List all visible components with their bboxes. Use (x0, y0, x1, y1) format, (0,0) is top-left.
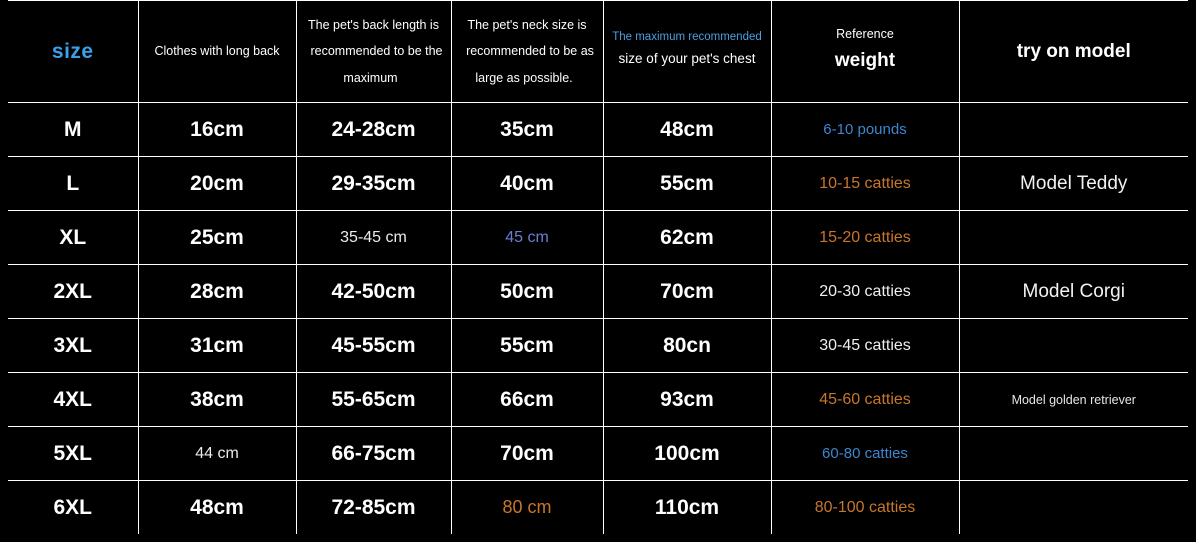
cell-reference-weight-value: 10-15 catties (819, 174, 911, 192)
cell-pet-neck-size-value: 35cm (500, 117, 554, 141)
cell-try-on-model (959, 103, 1188, 157)
cell-pet-neck-size-value: 40cm (500, 171, 554, 195)
cell-pet-neck-size (451, 319, 603, 373)
table-row (8, 427, 1188, 481)
cell-clothes-back-length-value: 20cm (190, 171, 244, 195)
cell-size (8, 103, 138, 157)
cell-pet-back-length (296, 481, 451, 535)
cell-clothes-back-length (138, 481, 296, 535)
table-row (8, 319, 1188, 373)
cell-pet-chest-size-value: 100cm (654, 441, 720, 465)
cell-pet-back-length (296, 319, 451, 373)
cell-pet-back-length-value: 72-85cm (331, 495, 416, 519)
cell-pet-back-length-value: 29-35cm (331, 171, 416, 195)
cell-reference-weight-value: 80-100 catties (814, 498, 916, 516)
cell-try-on-model (959, 157, 1188, 211)
table-row (8, 265, 1188, 319)
cell-clothes-back-length (138, 427, 296, 481)
cell-pet-chest-size-value: 62cm (660, 225, 714, 249)
cell-size-label: 4XL (53, 387, 92, 411)
cell-pet-back-length (296, 157, 451, 211)
cell-pet-chest-size-value: 70cm (660, 279, 714, 303)
cell-try-on-model (959, 265, 1188, 319)
cell-reference-weight (771, 319, 959, 373)
column-header-reference-weight-line1: Reference (836, 27, 894, 42)
cell-pet-neck-size (451, 211, 603, 265)
cell-pet-back-length (296, 211, 451, 265)
cell-pet-neck-size-value: 50cm (500, 279, 554, 303)
column-header-clothes-back-length (138, 1, 296, 103)
cell-try-on-model (959, 481, 1188, 535)
cell-try-on-model (959, 319, 1188, 373)
cell-pet-chest-size-value: 80cn (663, 333, 711, 357)
cell-size (8, 481, 138, 535)
cell-clothes-back-length-value: 28cm (190, 279, 244, 303)
column-header-pet-chest-size-line2: size of your pet's chest (618, 51, 756, 67)
cell-pet-chest-size (603, 319, 771, 373)
cell-pet-neck-size-value: 55cm (500, 333, 554, 357)
column-header-try-on-model-label: try on model (1016, 40, 1131, 62)
cell-clothes-back-length-value: 16cm (190, 117, 244, 141)
column-header-pet-back-length (296, 1, 451, 103)
column-header-reference-weight-line2: weight (834, 50, 896, 72)
cell-pet-back-length (296, 103, 451, 157)
cell-size-label: M (64, 117, 82, 141)
cell-try-on-model-value: Model golden retriever (1011, 392, 1136, 407)
cell-pet-chest-size (603, 427, 771, 481)
cell-size-label: 6XL (53, 495, 92, 519)
cell-size (8, 319, 138, 373)
column-header-pet-neck-size (451, 1, 603, 103)
column-header-size-label: size (51, 39, 94, 63)
cell-pet-back-length-value: 24-28cm (331, 117, 416, 141)
cell-pet-chest-size (603, 211, 771, 265)
cell-clothes-back-length (138, 157, 296, 211)
column-header-pet-neck-size-line2: recommended to be as large as possible. (466, 44, 594, 85)
cell-reference-weight (771, 103, 959, 157)
column-header-pet-back-length-line1: The pet's back length is (308, 18, 439, 33)
cell-size-label: 3XL (53, 333, 92, 357)
cell-pet-chest-size (603, 373, 771, 427)
cell-clothes-back-length-value: 38cm (190, 387, 244, 411)
cell-clothes-back-length (138, 103, 296, 157)
cell-pet-chest-size-value: 55cm (660, 171, 714, 195)
column-header-clothes-back-length-label: Clothes with long back (154, 44, 280, 59)
cell-pet-chest-size (603, 265, 771, 319)
cell-reference-weight-value: 60-80 catties (822, 444, 908, 462)
cell-pet-neck-size-value: 66cm (500, 387, 554, 411)
cell-try-on-model (959, 427, 1188, 481)
cell-reference-weight (771, 157, 959, 211)
cell-try-on-model (959, 211, 1188, 265)
cell-reference-weight-value: 45-60 catties (819, 390, 911, 408)
cell-reference-weight (771, 211, 959, 265)
cell-size (8, 373, 138, 427)
column-header-reference-weight (771, 1, 959, 103)
table-row (8, 481, 1188, 535)
cell-pet-back-length-value: 35-45 cm (340, 228, 407, 246)
cell-reference-weight-value: 6-10 pounds (823, 120, 907, 138)
cell-pet-chest-size-value: 48cm (660, 117, 714, 141)
cell-size-label: XL (59, 225, 87, 249)
table-header (8, 1, 1188, 103)
cell-size-label: 5XL (53, 441, 92, 465)
cell-pet-neck-size-value: 70cm (500, 441, 554, 465)
cell-size (8, 157, 138, 211)
cell-size-label: L (66, 171, 80, 195)
cell-clothes-back-length-value: 44 cm (195, 444, 239, 462)
column-header-pet-neck-size-line1: The pet's neck size is (467, 18, 587, 33)
cell-reference-weight-value: 20-30 catties (819, 282, 911, 300)
cell-reference-weight-value: 15-20 catties (819, 228, 911, 246)
cell-clothes-back-length-value: 25cm (190, 225, 244, 249)
cell-reference-weight (771, 373, 959, 427)
table-header-row (8, 1, 1188, 103)
cell-reference-weight (771, 427, 959, 481)
column-header-try-on-model (959, 1, 1188, 103)
cell-pet-chest-size-value: 110cm (654, 495, 720, 519)
table-row (8, 211, 1188, 265)
cell-try-on-model-value: Model Teddy (1020, 172, 1128, 194)
table-row (8, 103, 1188, 157)
cell-size (8, 427, 138, 481)
cell-pet-neck-size (451, 481, 603, 535)
cell-pet-neck-size (451, 103, 603, 157)
cell-pet-neck-size (451, 157, 603, 211)
cell-clothes-back-length (138, 373, 296, 427)
column-header-pet-chest-size (603, 1, 771, 103)
column-header-pet-chest-size-line1: The maximum recommended (612, 31, 762, 44)
cell-reference-weight (771, 265, 959, 319)
cell-pet-back-length-value: 66-75cm (331, 441, 416, 465)
cell-pet-chest-size (603, 481, 771, 535)
cell-pet-chest-size-value: 93cm (660, 387, 714, 411)
table-row (8, 373, 1188, 427)
cell-pet-neck-size (451, 427, 603, 481)
cell-clothes-back-length-value: 31cm (190, 333, 244, 357)
cell-pet-back-length (296, 265, 451, 319)
cell-pet-neck-size-value: 80 cm (502, 497, 552, 517)
cell-clothes-back-length-value: 48cm (190, 495, 244, 519)
cell-try-on-model-value: Model Corgi (1022, 280, 1125, 302)
cell-clothes-back-length (138, 211, 296, 265)
column-header-size (8, 1, 138, 103)
pet-clothing-size-table (8, 0, 1188, 534)
cell-pet-back-length-value: 42-50cm (331, 279, 416, 303)
cell-reference-weight-value: 30-45 catties (819, 336, 911, 354)
cell-pet-chest-size (603, 157, 771, 211)
cell-clothes-back-length (138, 265, 296, 319)
table-row (8, 157, 1188, 211)
cell-pet-back-length-value: 45-55cm (331, 333, 416, 357)
cell-size-label: 2XL (53, 279, 92, 303)
cell-pet-neck-size (451, 265, 603, 319)
cell-clothes-back-length (138, 319, 296, 373)
cell-reference-weight (771, 481, 959, 535)
cell-pet-neck-size-value: 45 cm (505, 228, 549, 246)
cell-pet-back-length (296, 427, 451, 481)
cell-size (8, 265, 138, 319)
cell-pet-back-length-value: 55-65cm (331, 387, 416, 411)
cell-size (8, 211, 138, 265)
cell-pet-neck-size (451, 373, 603, 427)
cell-pet-back-length (296, 373, 451, 427)
cell-pet-chest-size (603, 103, 771, 157)
cell-try-on-model (959, 373, 1188, 427)
column-header-pet-back-length-line2: recommended to be the maximum (310, 44, 443, 85)
table-body (8, 103, 1188, 535)
